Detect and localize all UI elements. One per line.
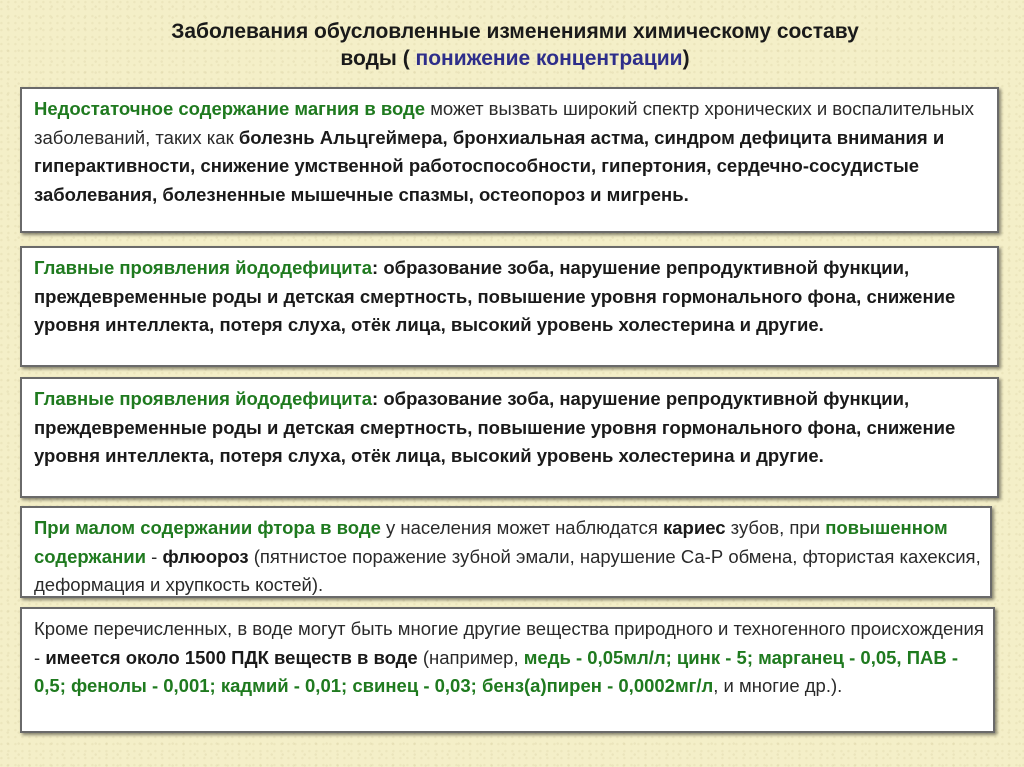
pdk-count: имеется около 1500 ПДК веществ в воде	[45, 646, 418, 668]
iodine-heading-1: Главные проявления йододефицита	[34, 257, 373, 278]
fluorine-heading: При малом содержании фтора в воде	[34, 517, 381, 538]
title-line-2-pre: воды (	[340, 47, 416, 70]
fluorine-box	[20, 506, 992, 598]
other-substances-box	[20, 607, 995, 733]
iodine-box-2	[20, 377, 999, 498]
magnesium-diseases: болезнь Альцгеймера, бронхиальная астма, синдром дефицита внимания и гиперактивности, снижение умственной работоспособности, гипертония, сердечно-сосудистые заболевания, болезненные мышечные спазмы, остеопороз и мигрень.	[34, 126, 945, 205]
fluorosis-term: флюороз	[162, 545, 249, 567]
magnesium-text: может вызвать широкий спектр хронических и воспалительных заболеваний, таких как	[34, 98, 975, 148]
other-text-1: Кроме перечисленных, в воде могут быть многие другие вещества природного и техногенного происхождения -	[34, 618, 984, 668]
fluorine-text-3: (пятнистое поражение зубной эмали, нарушение Са-Р обмена, фтористая кахексия, деформация и хрупкость костей).	[34, 545, 981, 595]
title-line-1: Заболевания обусловленные изменениями химическому составу	[171, 20, 859, 43]
iodine-text-2: : образование зоба, нарушение репродуктивной функции, преждевременные роды и детская смертность, повышение уровня гормонального фона, снижение уровня интеллекта, потеря слуха, отёк лица, высокий уровень холестерина и другие.	[34, 388, 956, 466]
fluorine-text-2: зубов, при	[725, 517, 826, 538]
fluorine-dash: -	[146, 545, 163, 567]
pdk-list: медь - 0,05мл/л; цинк - 5; марганец - 0,05, ПАВ - 0,5; фенолы - 0,001; кадмий - 0,01; свинец - 0,03; бенз(а)пирен - 0,0002мг/л	[34, 646, 959, 696]
title-line-2-post: )	[682, 47, 690, 70]
other-text-3: , и многие др.).	[713, 675, 843, 696]
magnesium-box	[20, 87, 999, 233]
slide-title	[40, 18, 990, 72]
iodine-heading-2: Главные проявления йододефицита	[34, 388, 373, 409]
caries-term: кариес	[662, 517, 726, 538]
other-text-2: (например,	[417, 646, 524, 668]
title-highlight: понижение концентрации	[415, 47, 683, 70]
magnesium-heading: Недостаточное содержание магния в воде	[34, 98, 426, 119]
fluorine-text-1: у населения может наблюдатся	[380, 517, 663, 538]
iodine-box-1	[20, 246, 999, 367]
title-line-2	[40, 45, 990, 72]
iodine-text-1: : образование зоба, нарушение репродуктивной функции, преждевременные роды и детская смертность, повышение уровня гормонального фона, снижение уровня интеллекта, потеря слуха, отёк лица, высокий уровень холестерина и другие.	[34, 257, 956, 335]
high-content-term: повышенном содержании	[34, 517, 948, 567]
